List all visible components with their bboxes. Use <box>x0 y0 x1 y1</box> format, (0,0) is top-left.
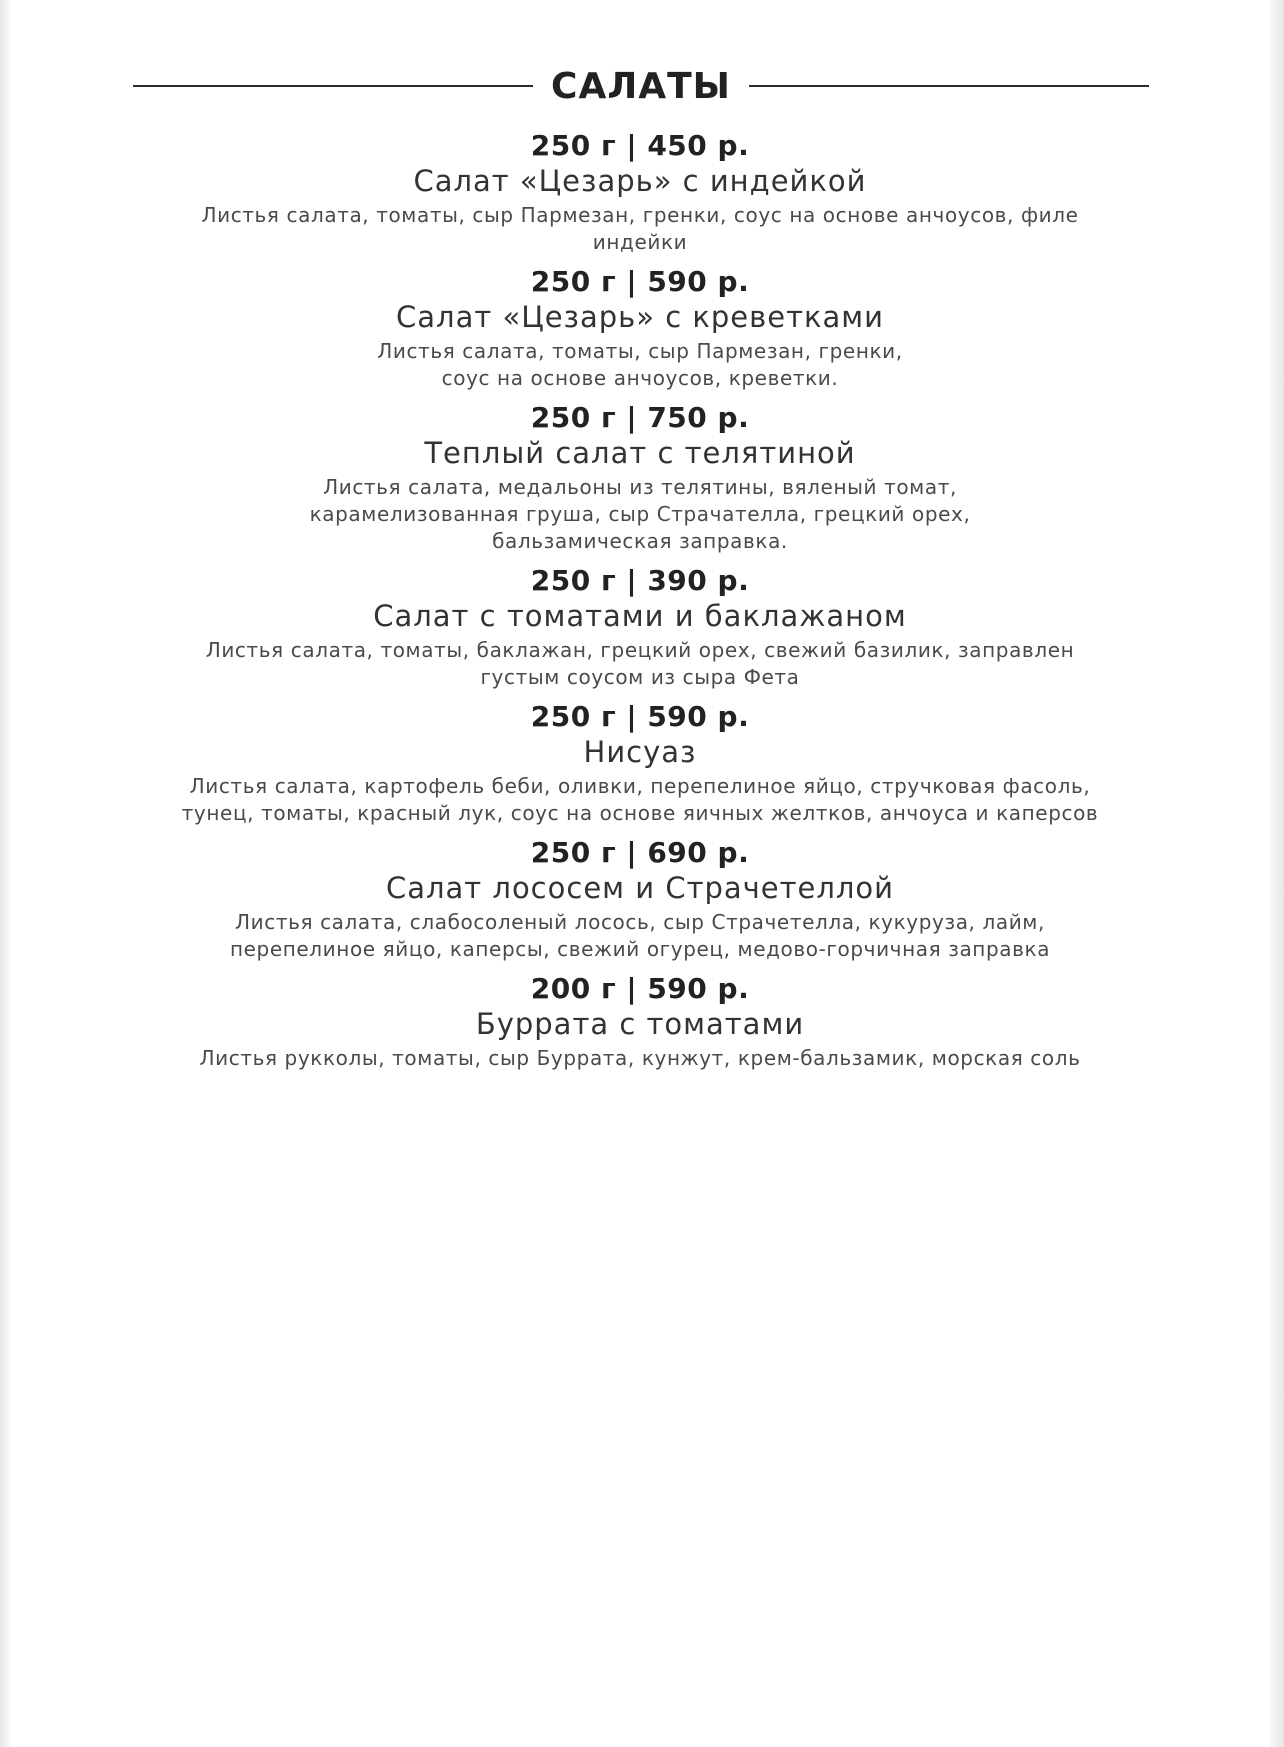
item-description <box>140 773 1140 827</box>
item-name: Салат лососем и Страчетеллой <box>385 871 895 905</box>
description-line: бальзамическая заправка. <box>492 529 788 553</box>
description-line: индейки <box>592 230 688 254</box>
menu-item <box>140 563 1140 691</box>
description-line: Листья рукколы, томаты, сыр Буррата, кунжут, крем-бальзамик, морская соль <box>199 1046 1081 1070</box>
description-line: тунец, томаты, красный лук, соус на основе яичных желтков, анчоуса и каперсов <box>181 801 1099 825</box>
item-description <box>140 909 1140 963</box>
item-description <box>140 637 1140 691</box>
menu-item <box>140 400 1140 555</box>
menu-item <box>140 971 1140 1072</box>
description-line: Листья салата, картофель беби, оливки, перепелиное яйцо, стручковая фасоль, <box>189 774 1091 798</box>
item-price: 250 г | 750 р. <box>530 401 750 434</box>
menu-items-list <box>140 128 1140 1080</box>
item-name: Салат «Цезарь» с индейкой <box>413 164 867 198</box>
menu-item <box>140 128 1140 256</box>
item-name: Теплый салат с телятиной <box>424 436 856 470</box>
item-description <box>140 1045 1140 1072</box>
item-price: 250 г | 390 р. <box>530 564 750 597</box>
item-name: Буррата с томатами <box>475 1007 805 1041</box>
description-line: соус на основе анчоусов, креветки. <box>441 366 839 390</box>
description-line: густым соусом из сыра Фета <box>480 665 800 689</box>
item-description <box>140 474 1140 555</box>
description-line: Листья салата, медальоны из телятины, вяленый томат, <box>323 475 957 499</box>
item-description <box>140 202 1140 256</box>
description-line: Листья салата, томаты, сыр Пармезан, гренки, <box>377 339 903 363</box>
item-name: Салат с томатами и баклажаном <box>373 599 907 633</box>
item-price: 250 г | 590 р. <box>530 700 750 733</box>
item-name: Нисуаз <box>583 735 697 769</box>
section-title: САЛАТЫ <box>551 65 731 107</box>
header-rule-right <box>749 85 1149 87</box>
description-line: Листья салата, томаты, сыр Пармезан, гренки, соус на основе анчоусов, филе <box>201 203 1079 227</box>
menu-item <box>140 835 1140 963</box>
item-price: 200 г | 590 р. <box>530 972 750 1005</box>
description-line: Листья салата, томаты, баклажан, грецкий орех, свежий базилик, заправлен <box>205 638 1075 662</box>
item-price: 250 г | 590 р. <box>530 265 750 298</box>
menu-item <box>140 264 1140 392</box>
header-rule-left <box>133 85 533 87</box>
description-line: карамелизованная груша, сыр Страчателла, грецкий орех, <box>309 502 971 526</box>
section-header <box>133 60 1149 112</box>
menu-item <box>140 699 1140 827</box>
description-line: Листья салата, слабосоленый лосось, сыр Страчетелла, кукуруза, лайм, <box>235 910 1045 934</box>
item-price: 250 г | 690 р. <box>530 836 750 869</box>
description-line: перепелиное яйцо, каперсы, свежий огурец, медово-горчичная заправка <box>229 937 1051 961</box>
item-name: Салат «Цезарь» с креветками <box>396 300 884 334</box>
item-description <box>140 338 1140 392</box>
item-price: 250 г | 450 р. <box>530 129 750 162</box>
